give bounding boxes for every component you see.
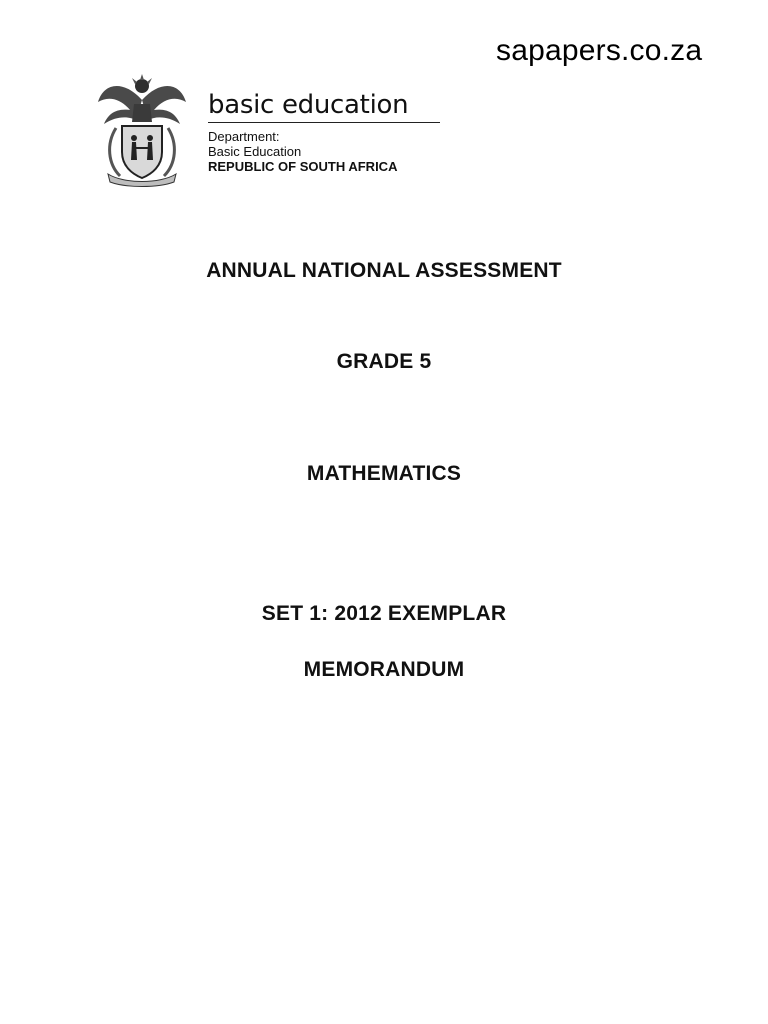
department-label: Department:	[208, 129, 280, 144]
coat-of-arms-icon	[94, 70, 190, 188]
grade-heading: GRADE 5	[336, 350, 432, 373]
department-rule	[208, 122, 440, 123]
watermark-text: sapapers.co.za	[496, 34, 703, 67]
department-text-block	[208, 90, 440, 174]
subject-heading: MATHEMATICS	[306, 462, 462, 485]
country-name: REPUBLIC OF SOUTH AFRICA	[208, 159, 398, 174]
set-heading: SET 1: 2012 EXEMPLAR	[261, 602, 507, 625]
assessment-heading: ANNUAL NATIONAL ASSESSMENT	[206, 259, 562, 282]
department-name: Basic Education	[208, 144, 302, 159]
document-type-heading: MEMORANDUM	[303, 658, 465, 681]
department-header	[90, 64, 450, 194]
department-title: basic education	[208, 90, 409, 120]
